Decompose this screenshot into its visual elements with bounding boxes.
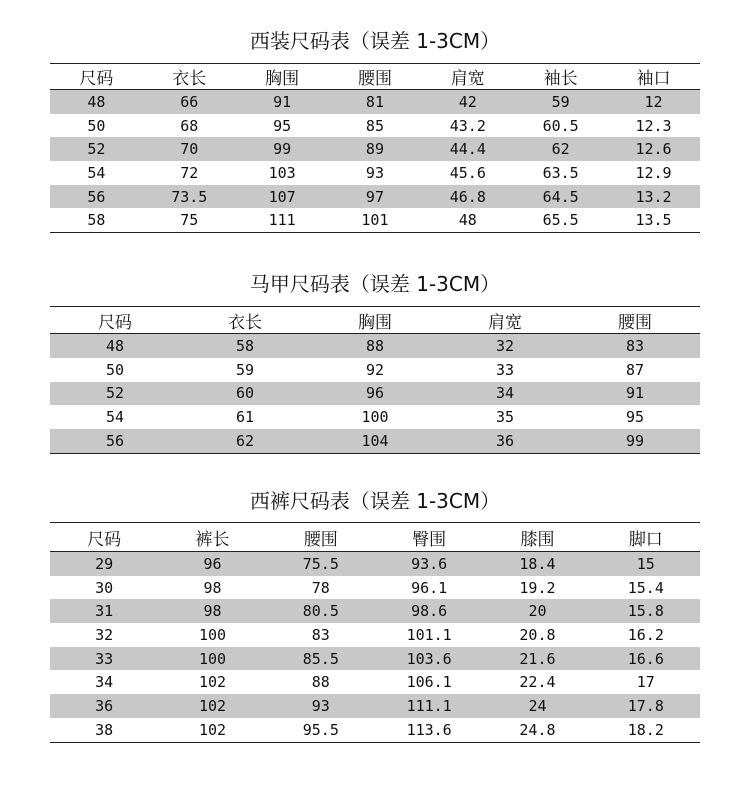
table-row [50, 599, 700, 623]
table-cell: 93.6 [375, 552, 483, 576]
table-header-row [50, 523, 700, 552]
table-cell: 58 [180, 334, 310, 358]
column-header: 衣长 [143, 64, 236, 90]
table-row [50, 405, 700, 429]
table-cell: 12.6 [607, 137, 700, 161]
table-cell: 64.5 [514, 185, 607, 209]
table-cell: 100 [198, 625, 227, 644]
table-cell: 106.1 [406, 673, 452, 692]
table-cell: 34 [440, 382, 570, 406]
table-cell: 99 [570, 429, 700, 453]
table-cell: 63.5 [542, 163, 579, 182]
table-cell: 48 [50, 90, 143, 114]
table-cell: 56 [50, 429, 180, 453]
column-header: 腰围 [267, 523, 375, 552]
column-header: 尺码 [50, 523, 158, 552]
table-header-row [50, 64, 700, 90]
table-cell: 20.8 [519, 625, 556, 644]
table-cell: 95 [625, 408, 645, 427]
table-cell: 91 [570, 382, 700, 406]
table-cell: 54 [87, 163, 106, 182]
table-row [50, 185, 700, 209]
table-cell: 52 [50, 382, 180, 406]
table-cell: 88 [311, 673, 330, 692]
table-cell: 62 [514, 137, 607, 161]
table-cell: 33 [50, 647, 158, 671]
table-row [50, 161, 700, 185]
table-cell: 100 [158, 647, 266, 671]
table-row [50, 429, 700, 453]
table-cell: 103.6 [375, 647, 483, 671]
column-header: 袖长 [514, 64, 607, 90]
table-cell: 31 [50, 599, 158, 623]
table-row [50, 334, 700, 358]
table-cell: 70 [143, 137, 236, 161]
column-header: 脚口 [592, 523, 700, 552]
trousers-size-table-title: 西裤尺码表（误差 1-3CM） [249, 489, 501, 513]
table-cell: 32 [95, 625, 114, 644]
table-cell: 95 [273, 116, 292, 135]
table-cell: 45.6 [449, 163, 486, 182]
column-header: 腰围 [329, 64, 422, 90]
table-cell: 93 [267, 694, 375, 718]
table-cell: 97 [329, 185, 422, 209]
table-cell: 38 [50, 718, 158, 742]
table-cell: 48 [50, 334, 180, 358]
table-cell: 15 [592, 552, 700, 576]
table-cell: 68 [180, 116, 199, 135]
table-cell: 43.2 [449, 116, 486, 135]
table-cell: 85.5 [267, 647, 375, 671]
table-cell: 24.8 [483, 718, 591, 742]
table-cell: 29 [50, 552, 158, 576]
table-cell: 17.8 [592, 694, 700, 718]
table-cell: 88 [310, 334, 440, 358]
table-cell: 50 [87, 116, 106, 135]
table-cell: 17 [636, 673, 655, 692]
table-cell: 24 [483, 694, 591, 718]
table-cell: 18.4 [483, 552, 591, 576]
table-cell: 34 [95, 673, 114, 692]
table-cell: 83 [570, 334, 700, 358]
table-cell: 96 [310, 382, 440, 406]
table-cell: 20 [483, 599, 591, 623]
table-header-row [50, 307, 700, 334]
table-cell: 93 [365, 163, 384, 182]
table-cell: 66 [143, 90, 236, 114]
table-cell: 33 [495, 360, 515, 379]
table-row [50, 623, 700, 647]
table-cell: 12.9 [635, 163, 672, 182]
table-cell: 98.6 [375, 599, 483, 623]
column-header: 膝围 [483, 523, 591, 552]
table-cell: 16.2 [627, 625, 664, 644]
table-cell: 18.2 [592, 718, 700, 742]
table-cell: 101.1 [406, 625, 452, 644]
table-cell: 75 [143, 208, 236, 232]
table-cell: 42 [421, 90, 514, 114]
table-cell: 65.5 [514, 208, 607, 232]
table-cell: 54 [105, 408, 125, 427]
table-row [50, 552, 700, 576]
table-cell: 75.5 [267, 552, 375, 576]
table-cell: 32 [440, 334, 570, 358]
table-cell: 36 [50, 694, 158, 718]
table-row [50, 382, 700, 406]
table-cell: 102 [198, 673, 227, 692]
table-cell: 91 [236, 90, 329, 114]
column-header: 衣长 [180, 307, 310, 334]
table-cell: 15.4 [627, 578, 664, 597]
table-cell: 78 [311, 578, 330, 597]
suit-size-table [50, 63, 700, 233]
table-row [50, 718, 700, 742]
table-cell: 101 [329, 208, 422, 232]
table-cell: 103 [268, 163, 296, 182]
table-cell: 36 [440, 429, 570, 453]
column-header: 臀围 [375, 523, 483, 552]
table-cell: 48 [421, 208, 514, 232]
table-row [50, 576, 700, 600]
table-cell: 12 [607, 90, 700, 114]
column-header: 尺码 [50, 64, 143, 90]
table-cell: 95.5 [267, 718, 375, 742]
table-cell: 89 [329, 137, 422, 161]
table-cell: 35 [495, 408, 515, 427]
table-cell: 111 [236, 208, 329, 232]
table-cell: 99 [236, 137, 329, 161]
table-cell: 58 [50, 208, 143, 232]
column-header: 袖口 [607, 64, 700, 90]
table-row [50, 137, 700, 161]
table-cell: 98 [203, 578, 222, 597]
table-cell: 16.6 [592, 647, 700, 671]
trousers-size-table [50, 522, 700, 743]
table-cell: 72 [180, 163, 199, 182]
table-cell: 15.8 [592, 599, 700, 623]
table-cell: 19.2 [519, 578, 556, 597]
table-cell: 111.1 [375, 694, 483, 718]
table-cell: 22.4 [519, 673, 556, 692]
table-cell: 113.6 [375, 718, 483, 742]
table-cell: 13.2 [607, 185, 700, 209]
table-cell: 59 [235, 360, 255, 379]
column-header: 裤长 [158, 523, 266, 552]
table-cell: 21.6 [483, 647, 591, 671]
table-cell: 44.4 [421, 137, 514, 161]
table-cell: 30 [95, 578, 114, 597]
table-cell: 52 [50, 137, 143, 161]
table-cell: 85 [365, 116, 384, 135]
table-cell: 62 [180, 429, 310, 453]
table-cell: 46.8 [421, 185, 514, 209]
table-cell: 80.5 [267, 599, 375, 623]
table-cell: 59 [514, 90, 607, 114]
vest-size-table [50, 306, 700, 454]
table-cell: 60 [180, 382, 310, 406]
table-row [50, 647, 700, 671]
table-cell: 102 [158, 718, 266, 742]
suit-size-table-title: 西装尺码表（误差 1-3CM） [249, 29, 501, 53]
table-row [50, 208, 700, 232]
vest-size-table-title: 马甲尺码表（误差 1-3CM） [249, 272, 501, 296]
table-row [50, 114, 700, 138]
table-cell: 83 [311, 625, 330, 644]
column-header: 肩宽 [440, 307, 570, 334]
table-row [50, 694, 700, 718]
table-cell: 61 [235, 408, 255, 427]
table-cell: 107 [236, 185, 329, 209]
column-header: 胸围 [236, 64, 329, 90]
column-header: 肩宽 [421, 64, 514, 90]
table-row [50, 90, 700, 114]
table-cell: 73.5 [143, 185, 236, 209]
table-cell: 98 [158, 599, 266, 623]
table-cell: 60.5 [542, 116, 579, 135]
table-cell: 13.5 [607, 208, 700, 232]
table-cell: 96 [158, 552, 266, 576]
column-header: 腰围 [570, 307, 700, 334]
table-cell: 96.1 [411, 578, 448, 597]
table-cell: 100 [361, 408, 389, 427]
table-cell: 87 [625, 360, 645, 379]
table-cell: 104 [310, 429, 440, 453]
column-header: 胸围 [310, 307, 440, 334]
table-cell: 56 [50, 185, 143, 209]
table-cell: 102 [158, 694, 266, 718]
table-cell: 50 [105, 360, 125, 379]
table-cell: 92 [365, 360, 385, 379]
table-cell: 81 [329, 90, 422, 114]
table-row [50, 670, 700, 694]
column-header: 尺码 [50, 307, 180, 334]
table-row [50, 358, 700, 382]
table-cell: 12.3 [635, 116, 672, 135]
